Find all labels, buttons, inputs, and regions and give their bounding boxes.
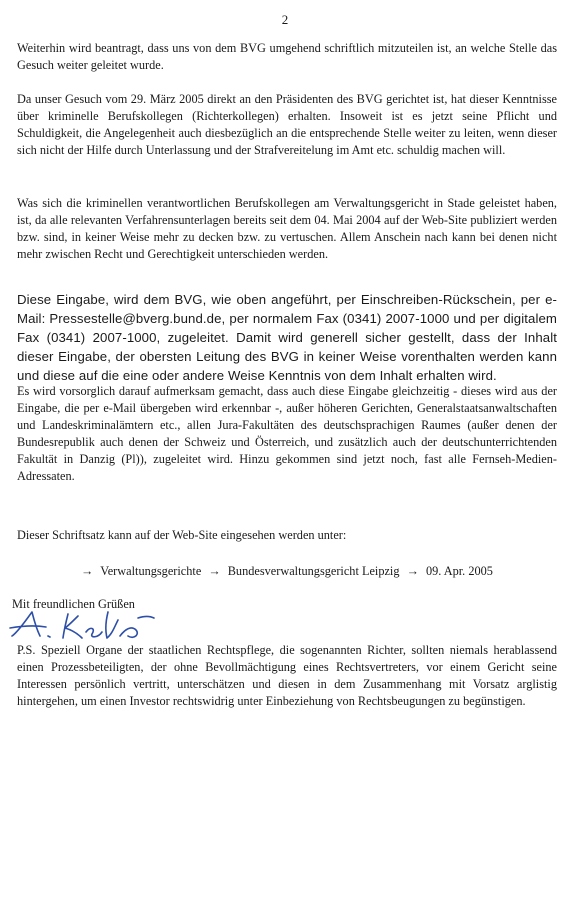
closing-greeting: Mit freundlichen Grüßen — [12, 597, 135, 611]
nav-path-item: Verwaltungsgerichte — [100, 564, 202, 578]
nav-path-item: 09. Apr. 2005 — [425, 564, 493, 578]
handwritten-signature — [8, 606, 158, 644]
website-navigation-path — [0, 563, 570, 580]
nav-path-item: Bundesverwaltungsgericht Leipzig — [227, 564, 400, 578]
paragraph-petition-president: Da unser Gesuch vom 29. März 2005 direkt an den Präsidenten des BVG gerichtet ist, hat dieser Kenntnisse über kriminelle Berufskollegen (Richterkollegen) erhalten. Insoweit ist es jetzt seine Pflicht und Schuldigkeit, die Angelegenheit auch diesbezüglich an die entsprechende Stelle weiter zu leiten, wenn dieser sich nicht der Hilfe durch Unterlassung und der Strafvereitelung im Amt etc. schuldig machen will. — [17, 92, 557, 157]
paragraph-administrative-court-stade: Was sich die kriminellen verantwortlichen Berufskollegen am Verwaltungsgericht in Stade geleistet haben, ist, da alle relevanten Verfahrensunterlagen bereits seit dem 04. Mai 2004 auf der Web-Site publiziert werden bzw. sind, in keiner Weise mehr zu decken bzw. zu vertuschen. Allem Anschein nach kann bei denen nicht mehr zwischen Recht und Gerechtigkeit unterschieden werden. — [17, 196, 557, 261]
arrow-right-icon: → — [208, 564, 221, 578]
paragraph-distribution-notice: Es wird vorsorglich darauf aufmerksam gemacht, dass auch diese Eingabe gleichzeitig - dieses wird aus der Eingabe, die per e-Mail übergeben wird erkennbar -, außer höheren Gerichten, Generalstaatsanwaltschaften und Landeskriminalämtern etc., allen Jura-Fakultäten des deutschsprachigen Raumes (außer denen der Bundesrepublik auch denen der Schweiz und Österreich, und zusätzlich auch der deutschunterrichtenden Fakultät in Danzig (Pl)), zugeleitet wird. Hinzu gekommen sind jetzt noch, fast alle Fernseh-Medien-Adressaten. — [17, 384, 557, 483]
page-number: 2 — [281, 12, 289, 27]
arrow-right-icon: → — [81, 564, 94, 578]
paragraph-postscript: P.S. Speziell Organe der staatlichen Rechtspflege, die sogenannten Richter, sollten niemals herablassend einen Prozessbeteiligten, der ohne Bevollmächtigung eines Rechtsvertreters, vor einem Gericht seine Interessen persönlich vertritt, unterschätzen und diesen in dem Zusammenhang mit Vorsatz arglistig hintergehen, um einen Investor rechtswidrig unter Einbeziehung von Rechtsbeugungen zu begünstigen. — [17, 643, 557, 708]
arrow-right-icon: → — [406, 564, 419, 578]
paragraph-website-reference: Dieser Schriftsatz kann auf der Web-Site eingesehen werden unter: — [17, 528, 347, 542]
paragraph-delivery-methods: Diese Eingabe, wird dem BVG, wie oben angeführt, per Einschreiben-Rückschein, per e-Mail: Pressestelle@bverg.bund.de, per normalem Fax (0341) 2007-1000 und per digitalem Fax (0341) 2007-1000, zugeleitet. Damit wird generell sicher gestellt, dass der Inhalt dieser Eingabe, der obersten Leitung des BVG in keiner Weise vorenthalten werden kann und diese auf die eine oder andere Weise Kenntnis von dem Inhalt erhalten wird. — [17, 292, 557, 383]
paragraph-request-notification: Weiterhin wird beantragt, dass uns von dem BVG umgehend schriftlich mitzuteilen ist, an welche Stelle das Gesuch weiter geleitet wurde. — [17, 41, 557, 72]
